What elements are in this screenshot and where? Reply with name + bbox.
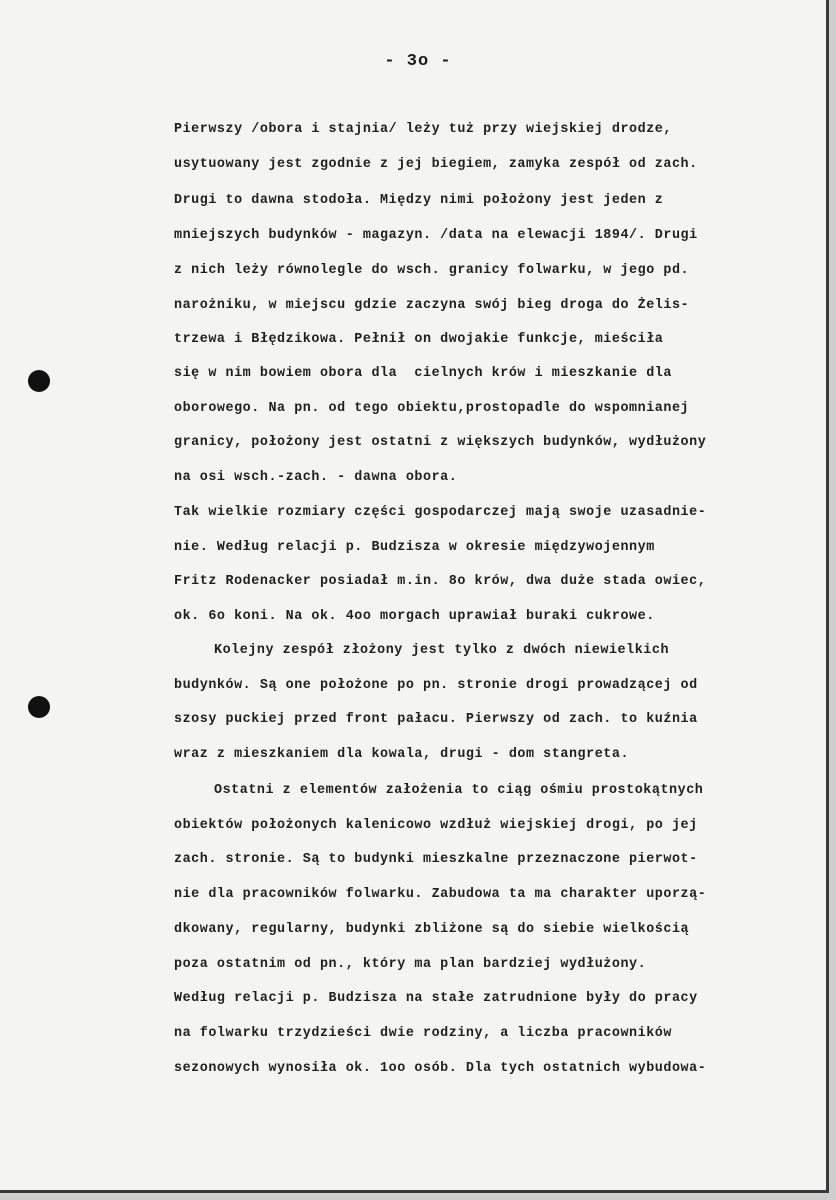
text-line: oborowego. Na pn. od tego obiektu,prostopadle do wspomnianej <box>174 401 690 416</box>
punch-hole-top <box>28 370 50 392</box>
text-line: budynków. Są one położone po pn. stronie drogi prowadzącej od <box>174 678 698 693</box>
text-line: narożniku, w miejscu gdzie zaczyna swój bieg droga do Żelis- <box>174 298 690 313</box>
text-line: szosy puckiej przed front pałacu. Pierwszy od zach. to kuźnia <box>174 712 698 727</box>
text-line: usytuowany jest zgodnie z jej biegiem, zamyka zespół od zach. <box>174 157 698 172</box>
text-line: się w nim bowiem obora dla cielnych krów i mieszkanie dla <box>174 366 672 381</box>
text-line: zach. stronie. Są to budynki mieszkalne przeznaczone pierwot- <box>174 852 698 867</box>
text-line: mniejszych budynków - magazyn. /data na elewacji 1894/. Drugi <box>174 228 698 243</box>
punch-hole-bottom <box>28 696 50 718</box>
text-line: Kolejny zespół złożony jest tylko z dwóch niewielkich <box>214 643 670 658</box>
text-line: Według relacji p. Budzisza na stałe zatrudnione były do pracy <box>174 991 698 1006</box>
text-line: nie. Według relacji p. Budzisza w okresie międzywojennym <box>174 540 655 555</box>
text-line: wraz z mieszkaniem dla kowala, drugi - dom stangreta. <box>174 747 630 762</box>
text-line: trzewa i Błędzikowa. Pełnił on dwojakie funkcje, mieściła <box>174 332 664 347</box>
text-line: Tak wielkie rozmiary części gospodarczej mają swoje uzasadnie- <box>174 505 707 520</box>
text-line: ok. 6o koni. Na ok. 4oo morgach uprawiał buraki cukrowe. <box>174 609 655 624</box>
text-line: poza ostatnim od pn., który ma plan bardziej wydłużony. <box>174 957 647 972</box>
text-line: obiektów położonych kalenicowo wzdłuż wiejskiej drogi, po jej <box>174 818 698 833</box>
page-number: - 3o - <box>384 52 452 71</box>
text-line: granicy, położony jest ostatni z większych budynków, wydłużony <box>174 435 707 450</box>
text-line: sezonowych wynosiła ok. 1oo osób. Dla tych ostatnich wybudowa- <box>174 1061 707 1076</box>
text-line: na osi wsch.-zach. - dawna obora. <box>174 470 458 485</box>
text-line: z nich leży równolegle do wsch. granicy folwarku, w jego pd. <box>174 263 690 278</box>
text-line: Fritz Rodenacker posiadał m.in. 8o krów, dwa duże stada owiec, <box>174 574 707 589</box>
text-line: Drugi to dawna stodoła. Między nimi położony jest jeden z <box>174 193 664 208</box>
text-line: nie dla pracowników folwarku. Zabudowa ta ma charakter uporzą- <box>174 887 707 902</box>
text-line: Pierwszy /obora i stajnia/ leży tuż przy wiejskiej drodze, <box>174 122 672 137</box>
text-line: dkowany, regularny, budynki zbliżone są do siebie wielkością <box>174 922 690 937</box>
text-line: na folwarku trzydzieści dwie rodziny, a liczba pracowników <box>174 1026 672 1041</box>
text-line: Ostatni z elementów założenia to ciąg ośmiu prostokątnych <box>214 783 704 798</box>
